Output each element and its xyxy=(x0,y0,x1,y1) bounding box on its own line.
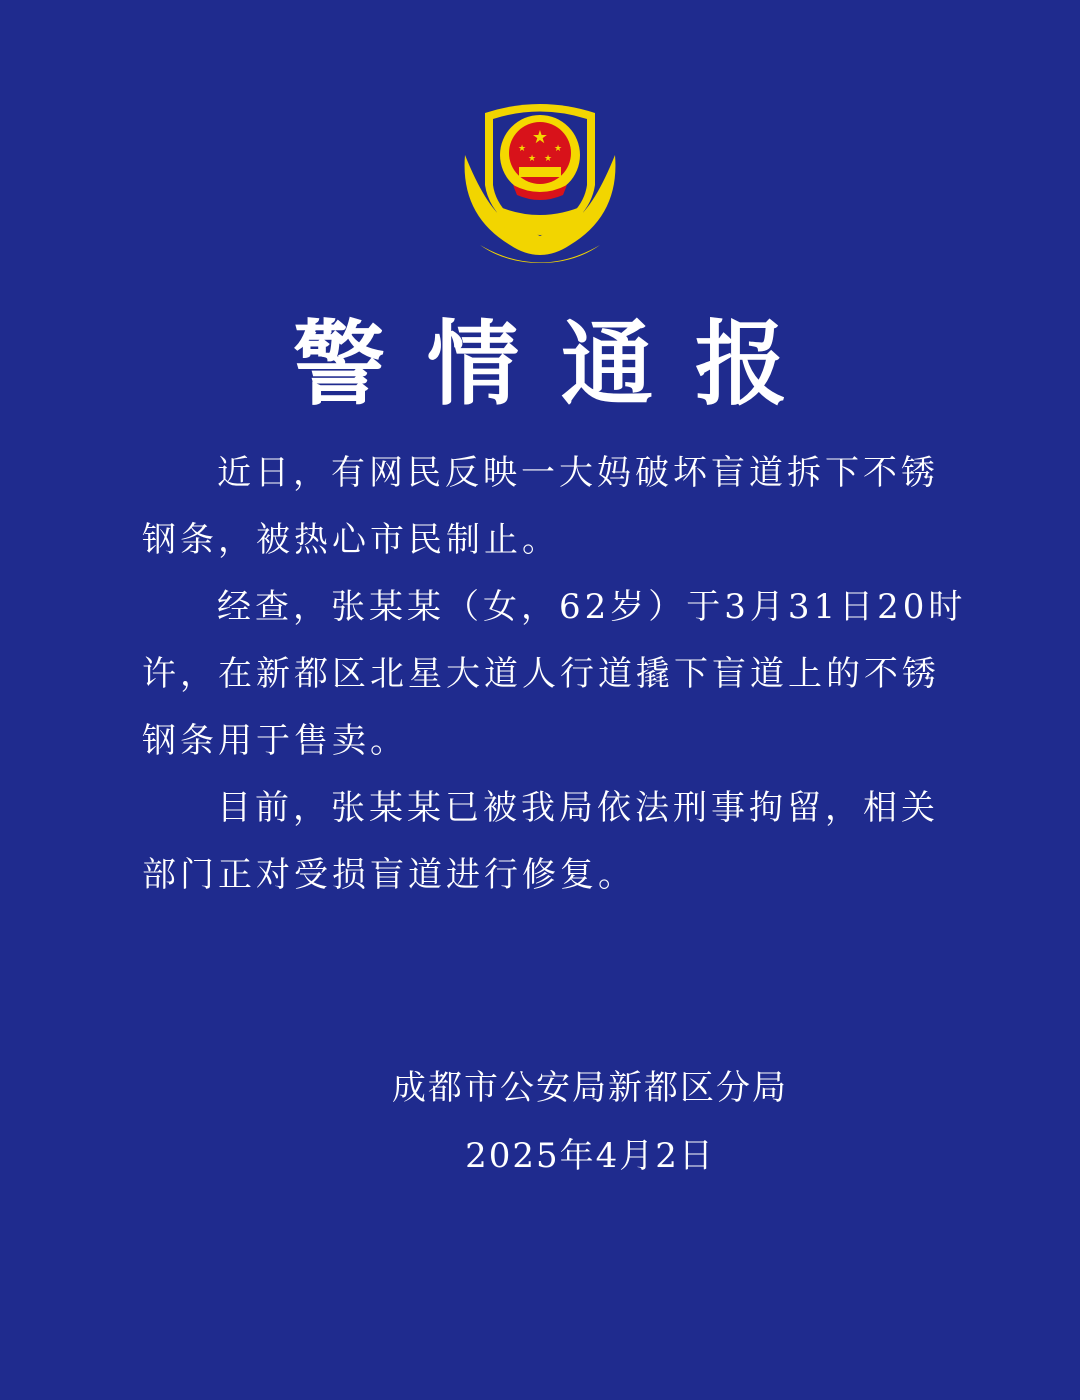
text-line: 目前，张某某已被我局依法刑事拘留，相关 xyxy=(217,788,939,828)
text-line: 钢条用于售卖。 xyxy=(142,721,408,761)
police-emblem-icon xyxy=(455,95,625,270)
svg-text:★: ★ xyxy=(553,144,563,154)
paragraph xyxy=(142,440,942,574)
issue-date: 2025年4月2日 xyxy=(465,1136,715,1176)
text-line: 钢条，被热心市民制止。 xyxy=(142,520,560,560)
text-line: 许，在新都区北星大道人行道撬下盲道上的不锈 xyxy=(142,654,940,694)
text-line: 近日，有网民反映一大妈破坏盲道拆下不锈 xyxy=(217,453,939,493)
notice-body xyxy=(142,440,967,909)
svg-text:★: ★ xyxy=(531,127,549,148)
text-line: 经查，张某某（女，62岁）于3月31日20时 xyxy=(217,587,967,627)
svg-text:★: ★ xyxy=(527,154,537,164)
issuer-signature: 成都市公安局新都区分局 xyxy=(392,1068,788,1108)
svg-text:★: ★ xyxy=(543,154,553,164)
svg-text:★: ★ xyxy=(517,144,527,154)
paragraph xyxy=(142,574,967,775)
paragraph xyxy=(142,775,942,909)
text-line: 部门正对受损盲道进行修复。 xyxy=(142,855,636,895)
page-title: 警情通报 xyxy=(292,311,829,418)
